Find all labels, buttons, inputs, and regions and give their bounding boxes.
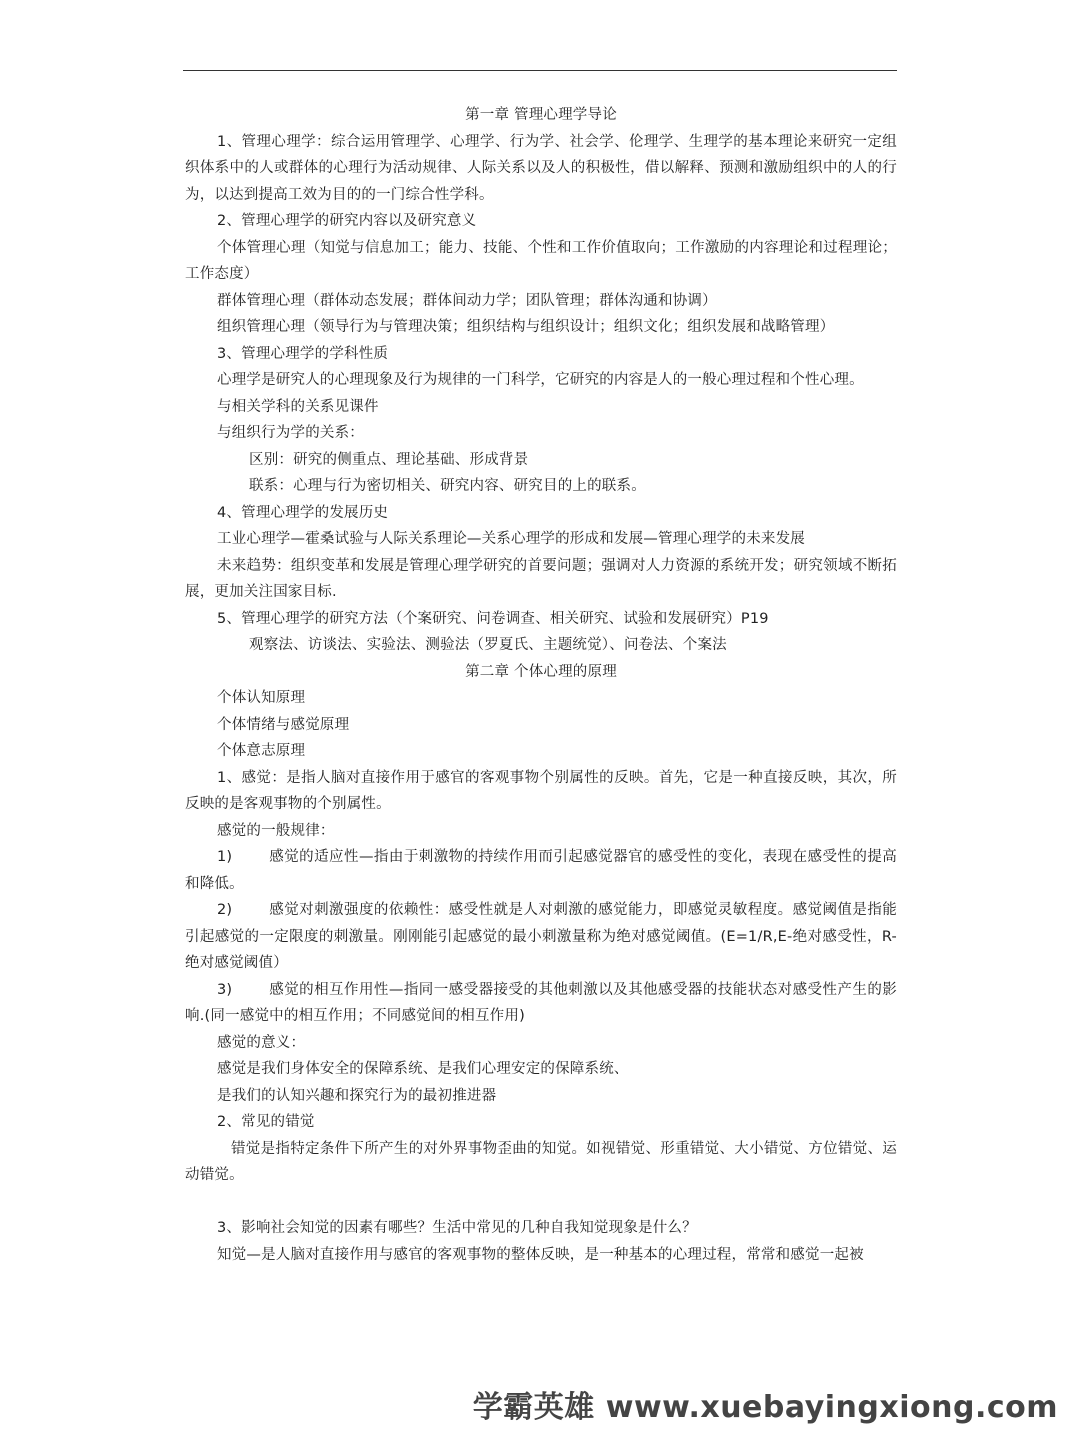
item-text: 感觉对刺激强度的依赖性：感受性就是人对刺激的感觉能力，即感觉灵敏程度。感觉阈值是指能引起感觉的一定限度的刺激量。刚刚能引起感觉的最小刺激量称为绝对感觉阈值。(E=1/R,E-绝对感受性，R-绝对感觉阈值） bbox=[185, 902, 897, 971]
document-body bbox=[185, 102, 897, 1268]
paragraph: 感觉的意义： bbox=[217, 1034, 306, 1051]
paragraph: 心理学是研究人的心理现象及行为规律的一门科学，它研究的内容是人的一般心理过程和个性心理。 bbox=[217, 372, 864, 388]
paragraph: 3、影响社会知觉的因素有哪些？生活中常见的几种自我知觉现象是什么？ bbox=[217, 1220, 697, 1236]
paragraph: 与相关学科的关系见课件 bbox=[217, 398, 379, 415]
item-number: 1) bbox=[217, 849, 233, 865]
header-rule bbox=[183, 70, 897, 71]
numbered-item bbox=[185, 844, 897, 897]
paragraph: 未来趋势：组织变革和发展是管理心理学研究的首要问题；强调对人力资源的系统开发；研究领域不断拓展，更加关注国家目标. bbox=[185, 557, 897, 600]
paragraph: 群体管理心理（群体动态发展；群体间动力学；团队管理；群体沟通和协调） bbox=[217, 292, 717, 309]
item-text: 感觉的相互作用性—指同一感受器接受的其他刺激以及其他感受器的技能状态对感受性产生的影响.(同一感觉中的相互作用；不同感觉间的相互作用) bbox=[185, 981, 897, 1024]
paragraph: 1、管理心理学：综合运用管理学、心理学、行为学、社会学、伦理学、生理学的基本理论来研究一定组织体系中的人或群体的心理行为活动规律、人际关系以及人的积极性，借以解释、预测和激励组织中的人的行为，以达到提高工效为目的的一门综合性学科。 bbox=[185, 133, 897, 203]
paragraph: 组织管理心理（领导行为与管理决策；组织结构与组织设计；组织文化；组织发展和战略管理） bbox=[217, 319, 835, 335]
chapter-1-title: 第一章 管理心理学导论 bbox=[465, 107, 617, 123]
numbered-item bbox=[185, 897, 897, 977]
paragraph: 感觉的一般规律： bbox=[217, 822, 335, 839]
paragraph: 2、管理心理学的研究内容以及研究意义 bbox=[217, 213, 477, 229]
paragraph: 错觉是指特定条件下所产生的对外界事物歪曲的知觉。如视错觉、形重错觉、大小错觉、方位错觉、运动错觉。 bbox=[185, 1140, 897, 1183]
item-number: 3) bbox=[217, 981, 233, 998]
item-number: 2) bbox=[217, 902, 233, 918]
paragraph: 1、感觉：是指人脑对直接作用于感官的客观事物个别属性的反映。首先，它是一种直接反映，其次，所反映的是客观事物的个别属性。 bbox=[185, 769, 897, 812]
paragraph: 个体意志原理 bbox=[217, 743, 306, 759]
item-text: 感觉的适应性—指由于刺激物的持续作用而引起感觉器官的感受性的变化，表现在感受性的提高和降低。 bbox=[185, 849, 897, 892]
watermark: 学霸英雄 www.xuebayingxiong.com bbox=[472, 1390, 1058, 1425]
paragraph: 感觉是我们身体安全的保障系统、是我们心理安定的保障系统、 bbox=[217, 1061, 629, 1077]
paragraph: 个体情绪与感觉原理 bbox=[217, 716, 350, 733]
paragraph: 4、管理心理学的发展历史 bbox=[217, 504, 389, 521]
paragraph: 个体管理心理（知觉与信息加工；能力、技能、个性和工作价值取向；工作激励的内容理论和过程理论；工作态度） bbox=[185, 239, 897, 282]
paragraph: 观察法、访谈法、实验法、测验法（罗夏氏、主题统觉）、问卷法、个案法 bbox=[249, 637, 727, 653]
blank-line bbox=[185, 1189, 897, 1216]
paragraph: 是我们的认知兴趣和探究行为的最初推进器 bbox=[217, 1087, 497, 1104]
chapter-2-title: 第二章 个体心理的原理 bbox=[465, 663, 617, 680]
numbered-item bbox=[185, 977, 897, 1030]
paragraph: 3、管理心理学的学科性质 bbox=[217, 345, 389, 362]
paragraph: 5、管理心理学的研究方法（个案研究、问卷调查、相关研究、试验和发展研究）P19 bbox=[217, 610, 769, 627]
paragraph: 工业心理学—霍桑试验与人际关系理论—关系心理学的形成和发展—管理心理学的未来发展 bbox=[217, 531, 805, 547]
paragraph: 与组织行为学的关系： bbox=[217, 425, 364, 441]
paragraph: 知觉—是人脑对直接作用与感官的客观事物的整体反映，是一种基本的心理过程，常常和感觉一起被 bbox=[217, 1246, 864, 1263]
paragraph: 个体认知原理 bbox=[217, 690, 306, 706]
paragraph: 联系：心理与行为密切相关、研究内容、研究目的上的联系。 bbox=[249, 478, 646, 494]
paragraph: 区别：研究的侧重点、理论基础、形成背景 bbox=[249, 451, 529, 468]
paragraph: 2、常见的错觉 bbox=[217, 1114, 315, 1130]
